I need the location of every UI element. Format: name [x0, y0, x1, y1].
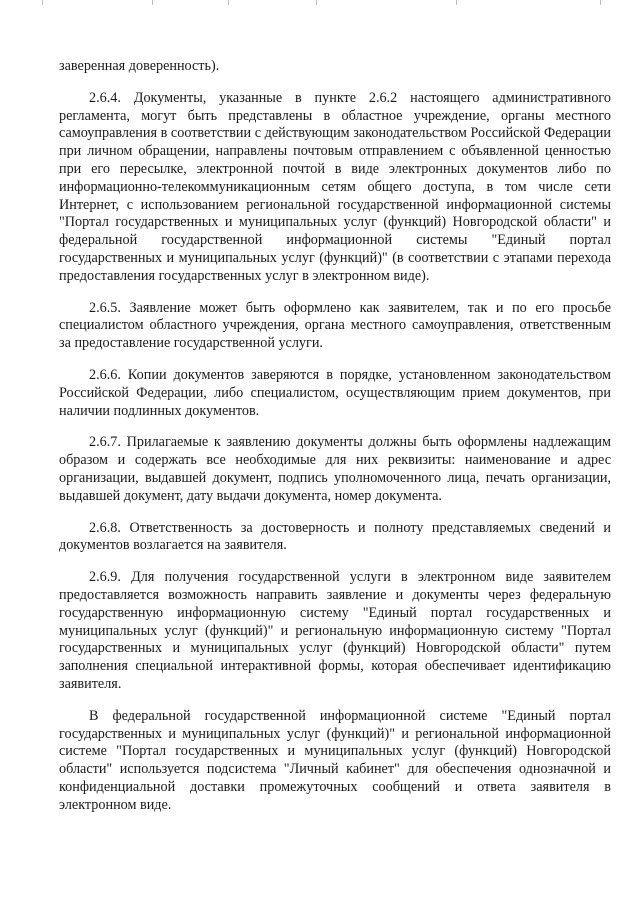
scan-edge-marks: [0, 0, 640, 6]
scan-mark: [456, 0, 457, 5]
paragraph-2-6-6: 2.6.6. Копии документов заверяются в порядке, установленном законодательством Российской Федерации, либо специалистом, осуществляющим прием документов, при наличии подлинных документов.: [59, 366, 611, 419]
scan-mark: [600, 0, 601, 5]
paragraph-2-6-8: 2.6.8. Ответственность за достоверность и полноту представляемых сведений и документов возлагается на заявителя.: [59, 519, 611, 554]
paragraph-2-6-7: 2.6.7. Прилагаемые к заявлению документы должны быть оформлены надлежащим образом и содержать все необходимые для них реквизиты: наименование и адрес организации, выдавшей документ, подпись уполномоченного лица, печать организации, выдавшей документ, дату выдачи документа, номер документа.: [59, 434, 611, 504]
paragraph-2-6-9: 2.6.9. Для получения государственной услуги в электронном виде заявителем предоставляется возможность направить заявление и документы через федеральную государственную информационную систему "Единый портал государственных и муниципальных услуг (функций)" и региональную информационную систему "Портал государственных и муниципальных услуг (функций) Новгородской области" путем заполнения специальной интерактивной формы, которая обеспечивает идентификацию заявителя.: [59, 569, 611, 692]
scan-mark: [42, 0, 43, 5]
document-page: [59, 58, 611, 828]
scan-mark: [228, 0, 229, 5]
paragraph-personal-cabinet: В федеральной государственной информационной системе "Единый портал государственных и муниципальных услуг (функций)" и региональной информационной системе "Портал государственных и муниципальных услуг (функций) Новгородской области" используется подсистема "Личный кабинет" для обеспечения однозначной и конфиденциальной доставки промежуточных сообщений и ответа заявителя в электронном виде.: [59, 707, 611, 813]
scan-mark: [152, 0, 153, 5]
paragraph-continuation: заверенная доверенность).: [59, 58, 220, 74]
paragraph-2-6-5: 2.6.5. Заявление может быть оформлено как заявителем, так и по его просьбе специалистом областного учреждения, органа местного самоуправления, ответственным за предоставление государственной услуги.: [59, 299, 611, 352]
scan-mark: [316, 0, 317, 5]
paragraph-2-6-4: 2.6.4. Документы, указанные в пункте 2.6.2 настоящего административного регламента, могут быть представлены в областное учреждение, органы местного самоуправления в соответствии с действующим законодательством Российской Федерации при личном обращении, направлены почтовым отправлением с объявленной ценностью при его пересылке, электронной почтой в виде электронных документов либо по информационно-телекоммуникационным сетям общего доступа, в том числе сети Интернет, с использованием региональной государственной информационной системы "Портал государственных и муниципальных услуг (функций) Новгородской области" и федеральной государственной информационной системы "Единый портал государственных и муниципальных услуг (функций)" (в соответствии с этапами перехода предоставления государственных услуг в электронном виде).: [59, 89, 611, 284]
